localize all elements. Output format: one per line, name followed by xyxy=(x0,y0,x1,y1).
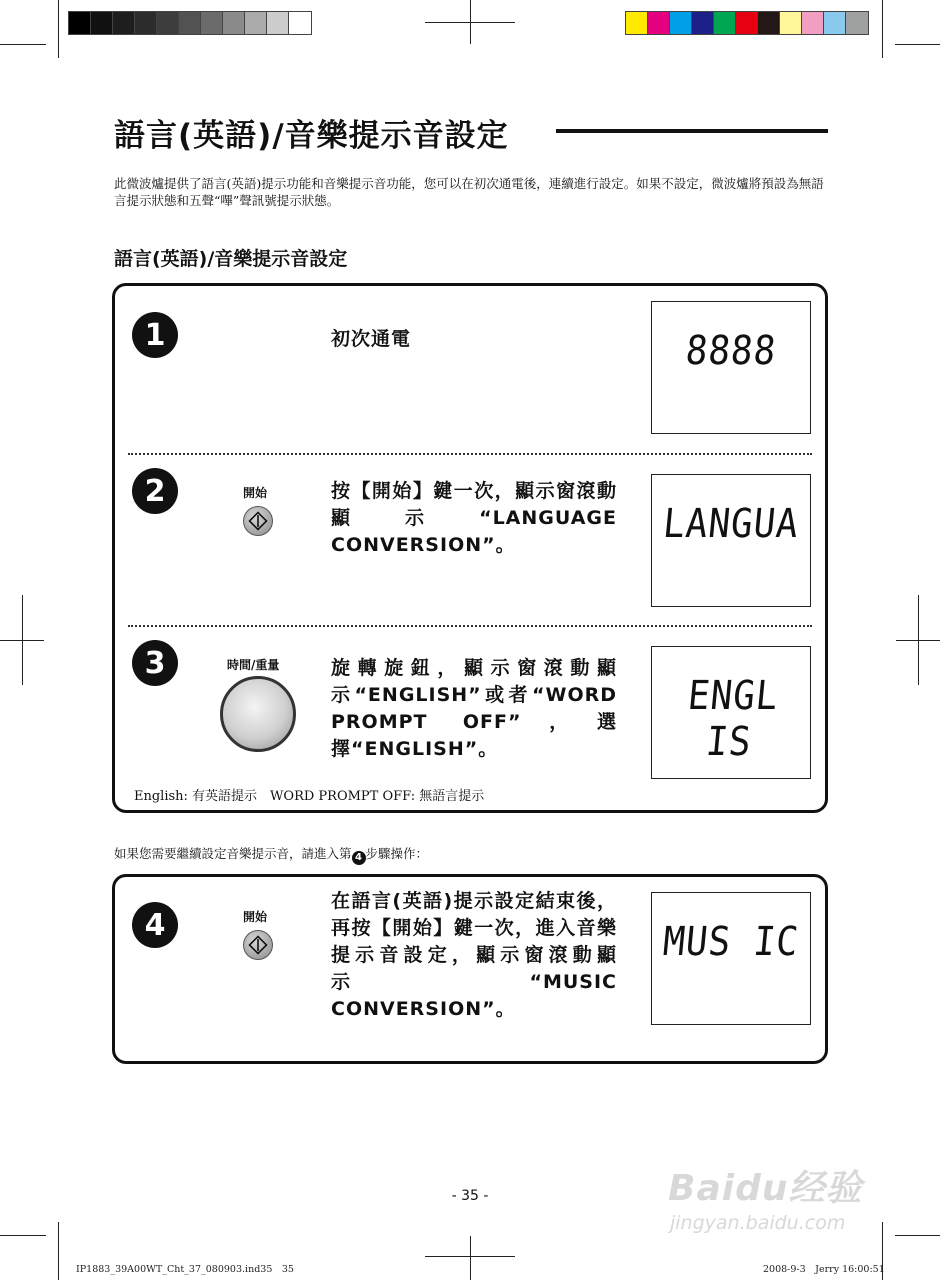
lcd-text: MUS IC xyxy=(661,919,801,965)
color-swatch xyxy=(245,12,267,34)
color-swatch xyxy=(267,12,289,34)
continue-text-before: 如果您需要繼續設定音樂提示音，請進入第 xyxy=(114,846,352,861)
crop-mark xyxy=(0,44,46,45)
lcd-display xyxy=(651,646,811,779)
color-swatch xyxy=(223,12,245,34)
color-swatch xyxy=(179,12,201,34)
color-swatch xyxy=(692,12,714,34)
intro-paragraph: 此微波爐提供了語言(英語)提示功能和音樂提示音功能，您可以在初次通電後，連續進行設定。如果不設定，微波爐將預設為無語言提示狀態和五聲“嗶”聲訊號提示狀態。 xyxy=(114,176,824,208)
lcd-display xyxy=(651,474,811,607)
step-text: 旋轉旋鈕，顯示窗滾動顯示“ENGLISH”或者“WORD PROMPT OFF”，選擇“ENGLISH”。 xyxy=(331,657,617,760)
crop-mark xyxy=(882,0,883,58)
step-number: 1 xyxy=(132,312,178,358)
start-button-label: 開始 xyxy=(243,910,268,924)
lcd-text: LANGUA xyxy=(661,501,801,547)
color-swatch xyxy=(289,12,311,34)
step-text: 按【開始】鍵一次，顯示窗滾動顯示“LANGUAGE CONVERSION”。 xyxy=(331,480,617,556)
lcd-text: 8888 xyxy=(683,328,779,374)
step-number: 2 xyxy=(132,468,178,514)
start-icon xyxy=(244,507,272,535)
crop-mark xyxy=(0,640,44,641)
crop-mark xyxy=(0,1235,46,1236)
color-swatch xyxy=(714,12,736,34)
color-swatch xyxy=(157,12,179,34)
continue-text-after: 步驟操作： xyxy=(365,846,429,861)
page-number: - 35 - xyxy=(451,1188,489,1204)
color-swatch xyxy=(113,12,135,34)
footer-timestamp: 2008-9-3 Jerry 16:00:51 xyxy=(763,1264,885,1275)
color-swatch xyxy=(69,12,91,34)
language-note: English: 有英語提示 WORD PROMPT OFF: 無語言提示 xyxy=(134,789,485,804)
start-button[interactable] xyxy=(243,506,273,536)
dotted-divider xyxy=(128,625,812,627)
color-swatch xyxy=(201,12,223,34)
continue-instruction xyxy=(114,844,428,865)
watermark-url: jingyan.baidu.com xyxy=(670,1212,846,1234)
color-swatch xyxy=(824,12,846,34)
color-bar xyxy=(625,11,869,35)
start-button-label: 開始 xyxy=(243,486,268,500)
start-button[interactable] xyxy=(243,930,273,960)
lcd-text: ENGL IS xyxy=(685,673,781,765)
color-swatch xyxy=(802,12,824,34)
time-weight-knob-label: 時間/重量 xyxy=(227,658,280,672)
section-subtitle: 語言(英語)/音樂提示音設定 xyxy=(114,248,348,270)
title-rule xyxy=(556,129,828,133)
color-swatch xyxy=(648,12,670,34)
crop-mark xyxy=(58,1222,59,1280)
crop-mark xyxy=(896,640,940,641)
lcd-display xyxy=(651,892,811,1025)
crop-mark xyxy=(58,0,59,58)
page-title: 語言(英語)/音樂提示音設定 xyxy=(114,118,509,154)
crop-mark xyxy=(425,22,515,23)
color-swatch xyxy=(758,12,780,34)
color-swatch xyxy=(846,12,868,34)
step-number: 3 xyxy=(132,640,178,686)
color-swatch xyxy=(135,12,157,34)
grayscale-bar xyxy=(68,11,312,35)
step-number-inline: 4 xyxy=(352,851,366,865)
lcd-display xyxy=(651,301,811,434)
step-number: 4 xyxy=(132,902,178,948)
color-swatch xyxy=(91,12,113,34)
color-swatch xyxy=(736,12,758,34)
crop-mark xyxy=(895,44,940,45)
dotted-divider xyxy=(128,453,812,455)
start-icon xyxy=(244,931,272,959)
color-swatch xyxy=(626,12,648,34)
watermark-logo: Baidu经验 xyxy=(668,1168,863,1209)
crop-mark xyxy=(895,1235,940,1236)
crop-mark xyxy=(470,1236,471,1280)
step-text: 在語言(英語)提示設定結束後，再按【開始】鍵一次，進入音樂提示音設定，顯示窗滾動顯示“MUSIC CONVERSION”。 xyxy=(331,890,617,1020)
footer-file-info: IP1883_39A00WT_Cht_37_080903.ind35 35 xyxy=(76,1264,294,1275)
step-text: 初次通電 xyxy=(331,328,412,350)
color-swatch xyxy=(670,12,692,34)
crop-mark xyxy=(425,1256,515,1257)
time-weight-knob[interactable] xyxy=(220,676,296,752)
color-swatch xyxy=(780,12,802,34)
